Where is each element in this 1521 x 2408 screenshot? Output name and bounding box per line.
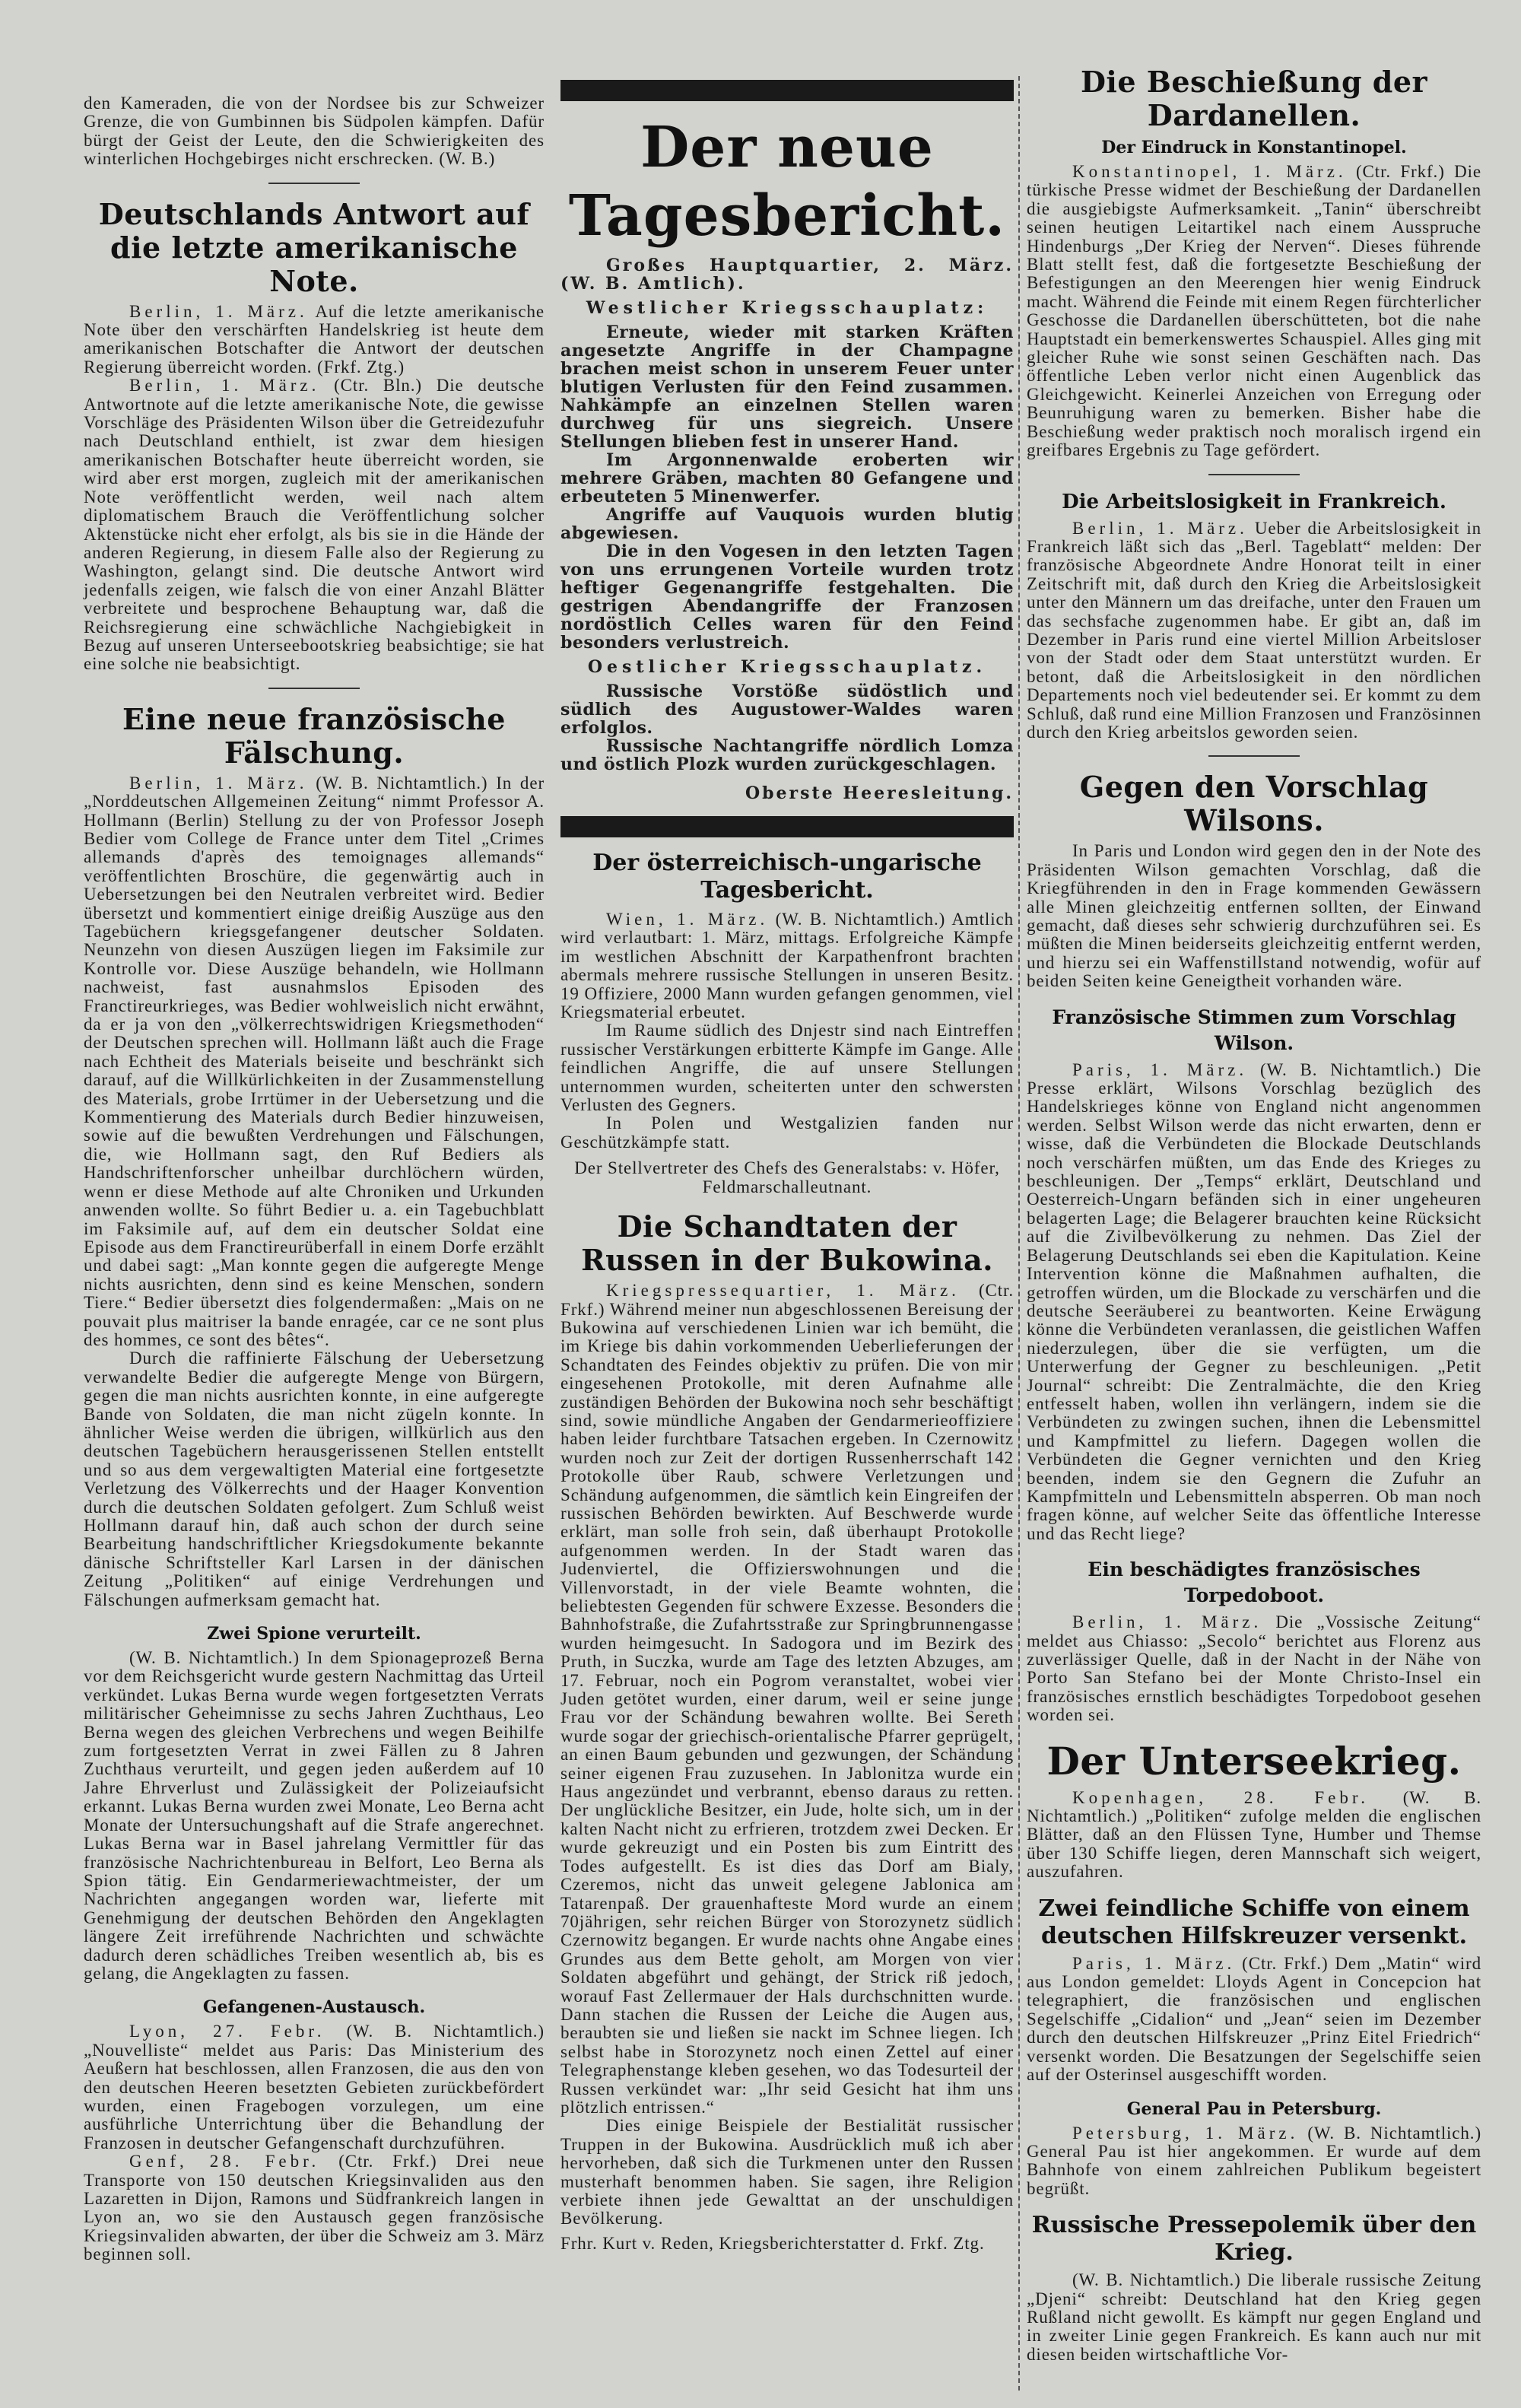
article-text: Russische Nachtangriffe nördlich Lomza und östlich Plozk wurden zurückgeschlagen. [560, 736, 1014, 774]
article-headline: Gefangenen-Austausch. [202, 1997, 426, 2018]
dateline: Berlin, 1. März. [129, 376, 320, 396]
article-text: (Ctr. Frkf.) Drei neue Transporte von 150 deutschen Kriegsinvaliden aus den Lazaretten in Dijon, Ramons und Südfrankreich langen in Lyon an, wo sie den Austausch gegen französische Kriegsinvaliden abwarten, der über die Schweiz am 3. März beginnen soll. [84, 2152, 545, 2264]
article-headline: Französische Stimmen zum Vorschlag Wilson. [1052, 1005, 1456, 1054]
article-antwort [84, 198, 545, 674]
separator-rule [268, 688, 360, 689]
article-hilfskreuzer [1027, 1895, 1481, 2085]
article-tagesbericht [560, 113, 1014, 802]
article-text: (W. B. Nichtamtlich.) Die liberale russische Zeitung „Djeni“ schreibt: Deutschland hat den Krieg gegen Rußland nicht gewollt. Es kämpft nur gegen England und in zweiter Linie gegen Frankreich. Es kann auch nur mit diesen beiden wirtschaftliche Vor- [1027, 2270, 1481, 2364]
article-headline: Russische Pressepolemik über den Krieg. [1031, 2212, 1477, 2267]
article-unterseekrieg [1027, 1739, 1481, 1882]
article-text: Im Argonnenwalde eroberten wir mehrere Gräben, machten 80 Gefangene und erbeuteten 5 Minenwerfer. [560, 450, 1014, 507]
article-text: Auf die letzte amerikanische Note über den verschärften Handelskrieg ist heute dem amerikanischen Botschafter die Antwort der deutschen Regierung überreicht worden. (Frkf. Ztg.) [84, 301, 545, 376]
separator-rule [268, 183, 360, 184]
article-text: (Ctr. Frkf.) Dem „Matin“ wird aus London gemeldet: Lloyds Agent in Concepcion hat telegraphiert, die französischen und englischen Segelschiffe „Cidalion“ und „Jean“ seien im Dezember durch den deutschen Hilfskreuzer „Prinz Eitel Friedrich“ versenkt worden. Die Besatzungen der Segelschiffe seien auf der Osterinsel ausgeschifft worden. [1027, 1953, 1482, 2085]
article-text: Die „Vossische Zeitung“ meldet aus Chiasso: „Secolo“ berichtet aus Florenz aus zuverlässiger Quelle, daß in der Nacht in der Nähe von Porto San Stefano bei der Monte Christo-Insel ein französisches ernstlich beschädigtes Torpedoboot gesehen worden sei. [1027, 1612, 1482, 1725]
signature: Oberste Heeresleitung. [745, 783, 1014, 803]
article-text: (W. B. Nichtamtlich.) „Politiken“ zufolge melden die englischen Blätter, daß an den Flüssen Tyne, Humber und Themse über 130 Schiffe liegen, deren Mannschaft sich weigert, auszufahren. [1027, 1787, 1481, 1882]
article-text: (W. B. Nichtamtlich.) Amtlich wird verlautbart: 1. März, mittags. Erfolgreiche Kämpfe im westlichen Abschnitt der Karpathenfront brachten abermals mehrere russische Stellungen in unseren Besitz. 19 Offiziere, 2000 Mann wurden gefangen genommen, viel Kriegsmaterial erbeutet. [560, 910, 1014, 1022]
article-text: (Ctr. Frkf.) Die türkische Presse widmet der Beschießung der Dardanellen die ausgiebigste Aufmerksamkeit. „Tanin“ überschreibt seinen heutigen Leitartikel nach einem Ausspruche Hindenburgs „Der Krieg der Nerven“. Dieses führende Blatt stellt fest, daß die fortgesetzte Beschießung der Befestigungen an den Meerengen hier wenig Eindruck macht. Während die Feinde mit einem Regen fürchterlicher Geschosse die Dardanellen überschütteten, bot die nahe Hauptstadt ein bemerkenswertes Schauspiel. Alles ging mit gleicher Ruhe wie sonst seinen Geschäften nach. Das öffentliche Leben verlor nicht einen Augenblick das Gleichgewicht. Keinerlei Anzeichen von Erregung oder Beunruhigung waren zu bemerken. Bisher habe die Beschießung weder praktisch noch moralisch irgend ein greifbares Ergebnis zu Tage gefördert. [1027, 162, 1481, 460]
article-text: Durch die raffinierte Fälschung der Uebersetzung verwandelte Bedier die aufgeregte Menge von Bürgern, gegen die man nichts ausrichten konnte, in eine aufgeregte Bande von Soldaten, die man nicht zügeln konnte. In ähnlicher Weise werden die übrigen, willkürlich aus den deutschen Tagebüchern herausgerissenen Stellen entstellt und so aus dem vergewaltigten Material eine fortgesetzte Verletzung des Völkerrechts und der Haager Konvention durch die deutschen Soldaten gefolgert. Zum Schluß weist Hollmann darauf hin, daß auch schon der durch seine Bearbeitung handschriftlicher Kriegsdokumente bekannte dänische Schriftsteller Karl Larsen in der dänischen Zeitung „Politiken“ auf einige Verdrehungen und Fälschungen aufmerksam gemacht hat. [84, 1349, 545, 1609]
article-text: In Polen und Westgalizien fanden nur Geschützkämpfe statt. [560, 1113, 1014, 1152]
dateline: Großes Hauptquartier, 2. März. (W. B. Amtlich). [560, 256, 1014, 294]
article-headline: Deutschlands Antwort auf die letzte amerikanische Note. [98, 196, 530, 298]
dateline: Petersburg, 1. März. [1072, 2123, 1299, 2143]
article-headline: Der Unterseekrieg. [1046, 1738, 1462, 1784]
article-spione [84, 1623, 545, 1983]
left-column [84, 0, 545, 2308]
article-faelschung [84, 703, 545, 1609]
article-text: (Ctr. Bln.) Die deutsche Antwortnote auf die letzte amerikanische Note, die gewisse Vorschläge des Präsidenten Wilson über die Getreidezufuhr nach Deutschland enthielt, ist zwar dem hiesigen amerikanischen Botschafter heute überreicht worden, sie wird aber erst morgen, zugleich mit der amerikanischen Note veröffentlicht werden, weil nach altem diplomatischem Brauch die Veröffentlichung solcher Aktenstücke nicht eher erfolgt, als bis sie in die Hände der anderen Regierung, in diesem Falle also der Regierung zu Washington, gelangt sind. Die deutsche Antwort wird jedenfalls zeigen, wie falsch die von einer Anzahl Blätter verbreitete und besprochene Behauptung war, daß die Reichsregierung eine schwächliche Nachgiebigkeit in Bezug auf unseren Unterseebootskrieg beabsichtige; sie hat eine solche nie beabsichtigt. [84, 376, 545, 674]
article-text: Ueber die Arbeitslosigkeit in Frankreich läßt sich das „Berl. Tageblatt“ melden: Der französische Abgeordnete Andre Honorat teilt in einer Zeitschrift mit, daß durch den Krieg die Arbeitslosigkeit unter den Männern um das dreifache, unter den Frauen um das sechsfache zugenommen habe. Er gibt an, daß im Dezember in Paris rund eine viertel Million Arbeitsloser von der Stadt oder dem Staat unterstützt wurden. Er betont, daß die Arbeitslosigkeit in den nördlichen Departements noch viel bedeutender sei. Er kommt zu dem Schluß, daß rund eine Million Franzosen und Französinnen durch den Krieg arbeitslos geworden seien. [1027, 518, 1482, 742]
article-text: (Ctr. Frkf.) Während meiner nun abgeschlossenen Bereisung der Bukowina auf verschiedenen Linien war ich bemüht, die im Kriege bis dahin vorkommenden Ueberlieferungen der Schandtaten des Feindes objektiv zu prüfen. Die von mir eingesehenen Protokolle, mit deren Aufnahme alle zuständigen Behörden der Bukowina noch sehr beschäftigt sind, sowie mündliche Angaben der Gendarmerieoffiziere haben leider furchtbare Tatsachen ergeben. In Czernowitz wurden noch zur Zeit der dortigen Russenherrschaft 142 Protokolle über Raub, schwere Verletzungen und Schändung aufgenommen, die sämtlich kein Eingreifen der russischen Behörden bewirkten. Auf Beschwerde wurde erklärt, man solle froh sein, daß überhaupt Protokolle aufgenommen werden. In der Stadt waren das Judenviertel, die Offizierswohnungen und die Villenvorstadt, in der viele Beamte wohnten, die beliebtesten Gegenden für schwere Exzesse. Besonders die Bahnhofstraße, die Zufahrtsstraße zur Springbrunnengasse wurden heimgesucht. In Sadogora und im Bezirk des Pruth, in Suczka, wurde am Tage des letzten Abzuges, am 17. Februar, noch ein Pogrom veranstaltet, wobei vier Juden getötet wurden, einer darum, weil er seine junge Frau vor der Schändung bewahren wollte. Bei Sereth wurde sogar der griechisch-orientalische Pfarrer geprügelt, an einen Baum gebunden und gezwungen, der Schändung seiner eigenen Frau zuzusehen. In Jablonitza wurde ein Haus angezündet und verbrannt, ebenso daraus zu retten. Der unglückliche Besitzer, ein Jude, holte sich, um in der kalten Nacht nicht zu erfrieren, trotzdem zwei Decken. Er wurde gekreuzigt und ein Posten bis zum Eintritt des Todes aufgestellt. Es ist dies das Dorf am Bialy, Czeremos, nicht das unweit gelegene Jablonica am Tatarenpaß. Der grauenhafteste Mord wurde an einem 70jährigen, sehr reichen Bürger von Storozynetz südlich Czernowitz begangen. Er wurde nachts ohne Angabe eines Grundes aus dem Bette geholt, am Morgen von vier Soldaten abgeführt und gehängt, der Strick riß jedoch, worauf Fast Zellermauer der Hals durchschnitten wurde. Dann stachen die Russen der Leiche die Augen aus, beraubten sie und ließen sie nackt im Schnee liegen. Ich selbst habe in Storozynetz noch einen Zettel auf einer Telegraphenstange kleben gesehen, wo das Todesurteil der Russen verkündet war: „Ihr seid Gesicht hat ihm uns plötzlich entrissen.“ [560, 1281, 1014, 2117]
article-torpedoboot [1027, 1557, 1481, 1724]
section-heading: Oestlicher Kriegsschauplatz. [587, 657, 987, 677]
article-bukowina [560, 1210, 1014, 2253]
article-pressepolemik [1027, 2212, 1481, 2364]
section-heading: Westlicher Kriegsschauplatz: [586, 298, 989, 318]
dateline: Paris, 1. März. [1072, 1059, 1248, 1079]
article-dardanellen [1027, 65, 1481, 460]
article-text: (W. B. Nichtamtlich.) In der „Norddeutschen Allgemeinen Zeitung“ nimmt Professor A. Hollmann (Berlin) Stellung zu der von Professor Joseph Bedier vom College de France unter dem Titel „Crimes allemands d'après des temoignages allemands“ veröffentlichten Broschüre, die gegenwärtig auch in Uebersetzungen bei den Neutralen verbreitet wird. Bedier übersetzt und kommentiert einige dreißig Auszüge aus den Tagebüchern kriegsgefangener deutscher Soldaten. Neunzehn von diesen Auszügen liegen im Faksimile zur Kontrolle vor. Diese Auszüge behandeln, wie Hollmann nachweist, fast ausnahmslos Episoden des Franctireurkrieges, was Bedier wohlweislich nicht erwähnt, da er ja von den „völkerrechtswidrigen Kriegsmethoden“ der Deutschen sprechen will. Hollmann läßt auch die Frage nach Echtheit des Materials beiseite und beschränkt sich darauf, auf die Willkürlichkeiten in der Zusammenstellung des Materials, grobe Irrtümer in der Uebersetzung und die Kommentierung des Materials durch Bedier hinzuweisen, sowie auf die bewußten Verdrehungen und Fälschungen, die, wie Hollmann sagt, den Ruf Bediers als Handschriftenforscher unheilbar durchlöchern würden, wenn er diese Methode auf alte Chroniken und Urkunden anwenden wollte. So führt Bedier u. a. ein Tagebuchblatt im Faksimile auf, auf dem ein deutscher Soldat eine Episode aus dem Franctireurüberfall in einem Dorfe erzählt und dabei sagt: „Man konnte gegen die aufgeregte Menge nichts ausrichten, denn sind es keine Menschen, sondern Tiere.“ Bedier übersetzt dies folgendermaßen: „Mais on ne pouvait plus maitriser la bande enragée, car ce ne sont plus des hommes, ce sont des bêtes“. [84, 773, 545, 1349]
article-oesterreich [560, 850, 1014, 1196]
article-text: Im Raume südlich des Dnjestr sind nach Eintreffen russischer Verstärkungen erbitterte Kämpfe im Gange. Alle feindlichen Angriffe, die auf unsere Stellungen unternommen wurden, scheiterten unter den schwersten Verlusten des Gegners. [560, 1021, 1014, 1115]
dateline: Genf, 28. Febr. [129, 2152, 320, 2171]
article-arbeitslosigkeit [1027, 489, 1481, 742]
article-text: den Kameraden, die von der Nordsee bis zur Schweizer Grenze, die von Gumbinnen bis Südpolen kämpfen. Dafür bürgt der Geist der Leute, den die Schwierigkeiten des winterlichen Hochgebirges nicht erschrecken. (W. B.) [84, 94, 545, 169]
dateline: Berlin, 1. März. [129, 301, 308, 321]
article-text: Dies einige Beispiele der Bestialität russischer Truppen in der Bukowina. Ausdrücklich muß ich aber hervorheben, daß sich die Turkmenen unter den Russen musterhaft benommen haben. Sie sagen, ihre Religion verbiete ihnen jede Gewalttat an der unschuldigen Bevölkerung. [560, 2116, 1014, 2229]
article-fragment [84, 94, 545, 169]
dateline: Berlin, 1. März. [129, 773, 308, 793]
article-text: (W. B. Nichtamtlich.) Die Presse erklärt, Wilsons Vorschlag bezüglich des Handelskrieges könne von England nicht angenommen werden. Selbst Wilson werde das nicht erwarten, denn er wisse, daß die Verbündeten die Blockade Deutschlands noch verschärfen müßten, um das Ende des Krieges zu beschleunigen. Der „Temps“ erklärt, Deutschland und Oesterreich-Ungarn befänden sich in einer ungeheuren belagerten Lage; die Belagerer brauchten keine Rücksicht auf die Zivilbevölkerung zu nehmen. Das Ziel der Belagerung Deutschlands sei eben die Kapitulation. Keine Intervention könne die Maßnahmen aufhalten, die getroffen würden, um die Blockade zu verschärfen und die deutsche Seeräuberei zu beantworten. Keine Erwägung könne die Verbündeten veranlassen, die geistlichen Waffen niederzulegen, über die sie verfügten, um die Unterwerfung der Gegner zu beschleunigen. „Petit Journal“ schreibt: Die Zentralmächte, die den Krieg entfesselt haben, wollen ihn verlängern, indem sie die Verbündeten zu zwingen suchen, ihnen die Lebensmittel und Kampfmittel zu liefern. Dagegen wollen die Verbündeten die Gegner vernichten und den Krieg beenden, indem sie den Gegnern die Zufuhr an Kampfmitteln und Lebensmitteln absperren. Ob man noch fragen könne, auf welcher Seite das öffentliche Interesse und das Recht liege? [1027, 1059, 1482, 1543]
article-stimmen [1027, 1005, 1481, 1544]
dateline: Wien, 1. März. [606, 910, 769, 929]
dateline: Konstantinopel, 1. März. [1072, 162, 1347, 181]
article-headline: Zwei feindliche Schiffe von einem deutschen Hilfskreuzer versenkt. [1038, 1895, 1470, 1949]
article-headline: Ein beschädigtes französisches Torpedoboot. [1088, 1558, 1421, 1607]
article-headline: Die Schandtaten der Russen in der Bukowina. [581, 1209, 993, 1278]
dateline: Kriegspressequartier, 1. März. [606, 1281, 960, 1301]
article-text: Erneute, wieder mit starken Kräften angesetzte Angriffe in der Champagne brachen meist schon in unserem Feuer unter blutigen Verlusten für den Feind zusammen. Nahkämpfe an einzelnen Stellen waren durchweg für uns siegreich. Unsere Stellungen blieben fest in unserer Hand. [560, 322, 1014, 452]
article-headline: General Pau in Petersburg. [1126, 2098, 1382, 2119]
separator-rule [1208, 755, 1300, 757]
signature: Der Stellvertreter des Chefs des Generalstabs: v. Höfer, Feldmarschalleutnant. [574, 1158, 1000, 1196]
column-divider [1018, 76, 1020, 2391]
middle-column [560, 0, 1014, 2297]
separator-rule [1208, 474, 1300, 475]
dateline: Lyon, 27. Febr. [129, 2022, 325, 2041]
article-headline: Die Beschießung der Dardanellen. [1080, 65, 1428, 132]
article-pau [1027, 2098, 1481, 2199]
dateline: Berlin, 1. März. [1072, 1612, 1262, 1632]
article-subheadline: Der Eindruck in Konstantinopel. [1101, 138, 1407, 157]
signature: Frhr. Kurt v. Reden, Kriegsberichterstatter d. Frkf. Ztg. [560, 2233, 985, 2253]
right-column [1027, 0, 1481, 2408]
article-headline: Zwei Spione verurteilt. [207, 1624, 421, 1644]
article-text: Russische Vorstöße südöstlich und südlich des Augustower-Waldes waren erfolglos. [560, 681, 1014, 738]
column-bar-top [560, 80, 1014, 101]
article-austausch [84, 1997, 545, 2263]
article-text: (W. B. Nichtamtlich.) General Pau ist hier angekommen. Er wurde auf dem Bahnhofe von einem zahlreichen Publikum begeistert begrüßt. [1027, 2123, 1482, 2198]
article-headline: Der neue Tagesbericht. [568, 115, 1006, 249]
column-bar-middle [560, 816, 1014, 837]
article-text: (W. B. Nichtamtlich.) „Nouvelliste“ meldet aus Paris: Das Ministerium des Aeußern hat beschlossen, allen Franzosen, die aus den von den deutschen Heeren besetzten Gebieten zurückbefördert wurden, einen Fragebogen vorzulegen, um eine ausführliche Unterrichtung über die Behandlung der Franzosen in deutscher Gefangenschaft durchzuführen. [84, 2022, 545, 2152]
article-text: Die in den Vogesen in den letzten Tagen von uns errungenen Vorteile wurden trotz heftiger Gegenangriffe festgehalten. Die gestrigen Abendangriffe der Franzosen nordöstlich Celles waren für den Feind besonders verlustreich. [560, 542, 1014, 653]
article-text: In Paris und London wird gegen den in der Note des Präsidenten Wilson gemachten Vorschlag, daß die Kriegführenden in den in Frage kommenden Gewässern alle Minen gleichzeitig entfernen sollten, der Einwand gemacht, daß dieses sehr schwierig durchzuführen sei. Es müßten die Minen beiderseits gleichzeitig entfernt werden, und hierzu sei ein Waffenstillstand notwendig, wofür auf beiden Seiten keine Geneigtheit vorhanden wäre. [1027, 841, 1481, 991]
article-headline: Der österreichisch-ungarische Tagesbericht. [592, 850, 982, 904]
article-headline: Eine neue französische Fälschung. [122, 701, 506, 770]
article-headline: Gegen den Vorschlag Wilsons. [1079, 770, 1429, 838]
dateline: Kopenhagen, 28. Febr. [1072, 1787, 1369, 1807]
article-text: (W. B. Nichtamtlich.) In dem Spionageprozeß Berna vor dem Reichsgericht wurde gestern Nachmittag das Urteil verkündet. Lukas Berna wurde wegen fortgesetzten Verrats militärischer Geheimnisse zu sechs Jahren Zuchthaus, Leo Berna wegen des gleichen Verbrechens und wegen Beihilfe zum fortgesetzten Verrat in zwei Fällen zu 8 Jahren Zuchthaus verurteilt, und gegen jeden außerdem auf 10 Jahre Ehrverlust und Zulässigkeit der Polizeiaufsicht erkannt. Lukas Berna wurden zwei Monate, Leo Berna acht Monate der Untersuchungshaft auf die Strafe angerechnet. Lukas Berna war in Basel jahrelang Vermittler für das französische Nachrichtenbureau in Belfort, Leo Berna als Spion tätig. Ein Gendarmeriewachtmeister, der um Nachrichten angegangen worden war, lieferte mit Genehmigung der deutschen Behörden den Angeklagten längere Zeit irreführende Nachrichten und schwächte dadurch deren schädliches Treiben wesentlich ab, bis es gelang, die Angeklagten zu fassen. [84, 1648, 545, 1983]
article-text: Angriffe auf Vauquois wurden blutig abgewiesen. [560, 505, 1014, 543]
dateline: Berlin, 1. März. [1072, 518, 1248, 538]
dateline: Paris, 1. März. [1072, 1953, 1236, 1973]
article-headline: Die Arbeitslosigkeit in Frankreich. [1062, 490, 1446, 513]
article-wilson [1027, 770, 1481, 990]
